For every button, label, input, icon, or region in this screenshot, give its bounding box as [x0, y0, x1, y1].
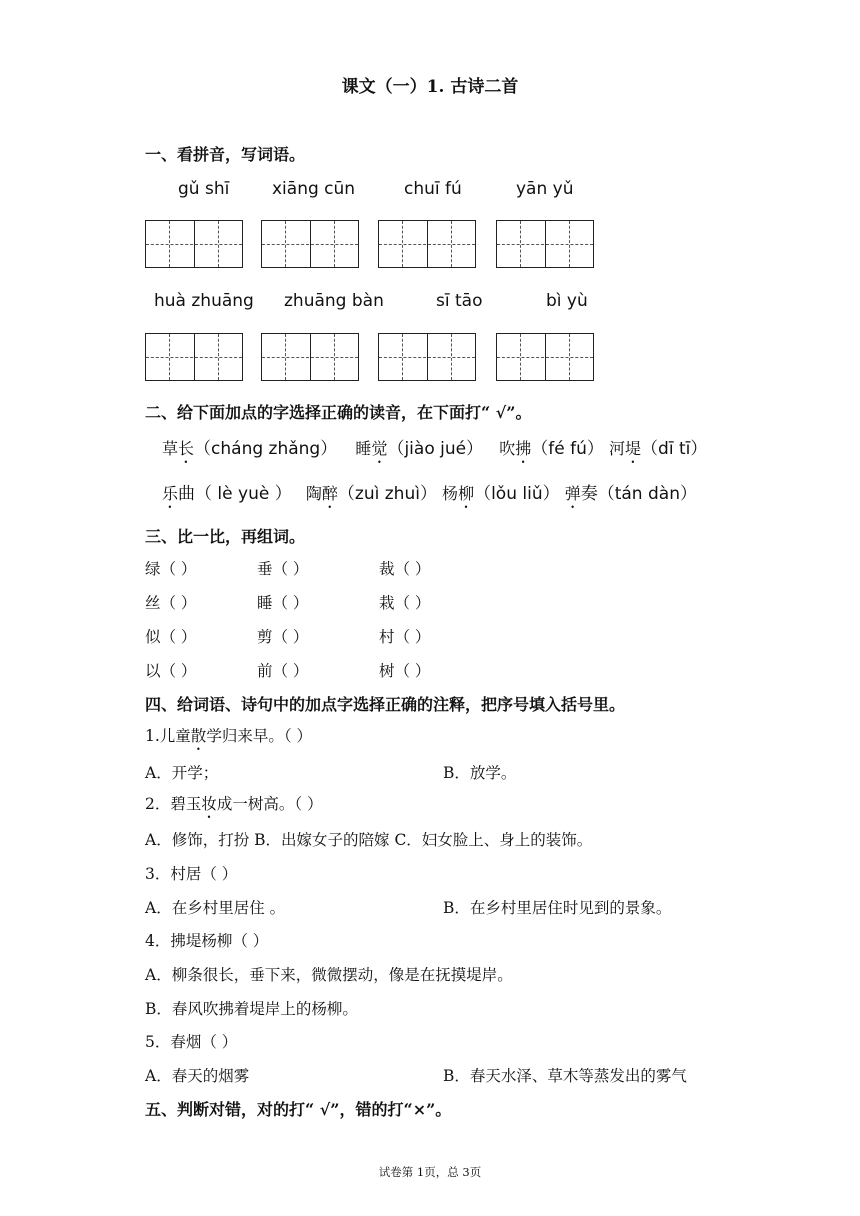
question-3[interactable]: 3．村居（ ）: [145, 865, 238, 883]
compare-item[interactable]: 似（ ）: [145, 628, 197, 646]
compare-item[interactable]: 村（ ）: [379, 628, 431, 646]
compare-item[interactable]: 前（ ）: [257, 662, 309, 680]
compare-item[interactable]: 垂（ ）: [257, 560, 309, 578]
reading-item[interactable]: 吹拂（fé fú）: [499, 439, 604, 459]
pinyin-1-4: yān yǔ: [516, 179, 574, 199]
question-1[interactable]: 1.儿童散学归来早。（ ）: [145, 727, 312, 745]
option-b[interactable]: B．放学。: [443, 764, 517, 782]
reading-item[interactable]: 乐曲（ lè yuè ）: [162, 484, 292, 504]
pinyin-2-3: sī tāo: [436, 291, 483, 311]
compare-item[interactable]: 睡（ ）: [257, 594, 309, 612]
option-a[interactable]: A．开学；: [145, 764, 219, 782]
section1-heading: 一、看拼音，写词语。: [145, 145, 306, 164]
section3-heading: 三、比一比，再组词。: [145, 527, 306, 546]
writing-grid[interactable]: [261, 220, 359, 268]
section4-heading: 四、给词语、诗句中的加点字选择正确的注释，把序号填入括号里。: [145, 695, 626, 714]
compare-item[interactable]: 裁（ ）: [379, 560, 431, 578]
reading-item[interactable]: 河堤（dī tī）: [609, 439, 708, 459]
compare-item[interactable]: 绿（ ）: [145, 560, 197, 578]
pinyin-1-1: gǔ shī: [178, 179, 230, 199]
reading-item[interactable]: 草长（cháng zhǎng）: [162, 439, 338, 459]
reading-item[interactable]: 杨柳（lǒu liǔ）: [442, 484, 560, 504]
writing-grid[interactable]: [496, 220, 594, 268]
compare-item[interactable]: 栽（ ）: [379, 594, 431, 612]
reading-item[interactable]: 睡觉（jiào jué）: [355, 439, 484, 459]
compare-item[interactable]: 树（ ）: [379, 662, 431, 680]
pinyin-2-1: huà zhuāng: [154, 291, 254, 311]
question-2-options[interactable]: A．修饰，打扮 B．出嫁女子的陪嫁 C．妇女脸上、身上的装饰。: [145, 831, 593, 849]
question-4[interactable]: 4．拂堤杨柳（ ）: [145, 932, 269, 950]
pinyin-1-3: chuī fú: [404, 179, 462, 199]
section2-heading: 二、给下面加点的字选择正确的读音，在下面打“ √”。: [145, 403, 532, 422]
reading-item[interactable]: 陶醉（zuì zhuì）: [305, 484, 437, 504]
option-b[interactable]: B．春风吹拂着堤岸上的杨柳。: [145, 1000, 358, 1018]
pinyin-2-4: bì yù: [546, 291, 588, 311]
option-a[interactable]: A．春天的烟雾: [145, 1067, 250, 1085]
pinyin-1-2: xiāng cūn: [272, 179, 356, 199]
option-a[interactable]: A．柳条很长，垂下来，微微摆动，像是在抚摸堤岸。: [145, 966, 513, 984]
page-title: 课文（一）1. 古诗二首: [341, 77, 519, 97]
option-b[interactable]: B．在乡村里居住时见到的景象。: [443, 899, 672, 917]
writing-grid[interactable]: [145, 220, 243, 268]
writing-grid[interactable]: [496, 333, 594, 381]
reading-line-1: [162, 434, 707, 467]
question-5[interactable]: 5．春烟（ ）: [145, 1033, 238, 1051]
reading-line-2: [162, 479, 697, 512]
page-footer: 试卷第 1页，总 3页: [378, 1165, 482, 1179]
compare-item[interactable]: 以（ ）: [145, 662, 197, 680]
pinyin-2-2: zhuāng bàn: [284, 291, 384, 311]
compare-item[interactable]: 剪（ ）: [257, 628, 309, 646]
option-a[interactable]: A．在乡村里居住 。: [145, 899, 286, 917]
writing-grid[interactable]: [378, 220, 476, 268]
reading-item[interactable]: 弹奏（tán dàn）: [564, 484, 697, 504]
writing-grid[interactable]: [145, 333, 243, 381]
question-2[interactable]: 2．碧玉妆成一树高。（ ）: [145, 795, 323, 813]
writing-grid[interactable]: [261, 333, 359, 381]
option-b[interactable]: B．春天水泽、草木等蒸发出的雾气: [443, 1067, 687, 1085]
compare-item[interactable]: 丝（ ）: [145, 594, 197, 612]
section5-heading: 五、判断对错，对的打“ √”，错的打“×”。: [145, 1100, 452, 1119]
writing-grid[interactable]: [378, 333, 476, 381]
